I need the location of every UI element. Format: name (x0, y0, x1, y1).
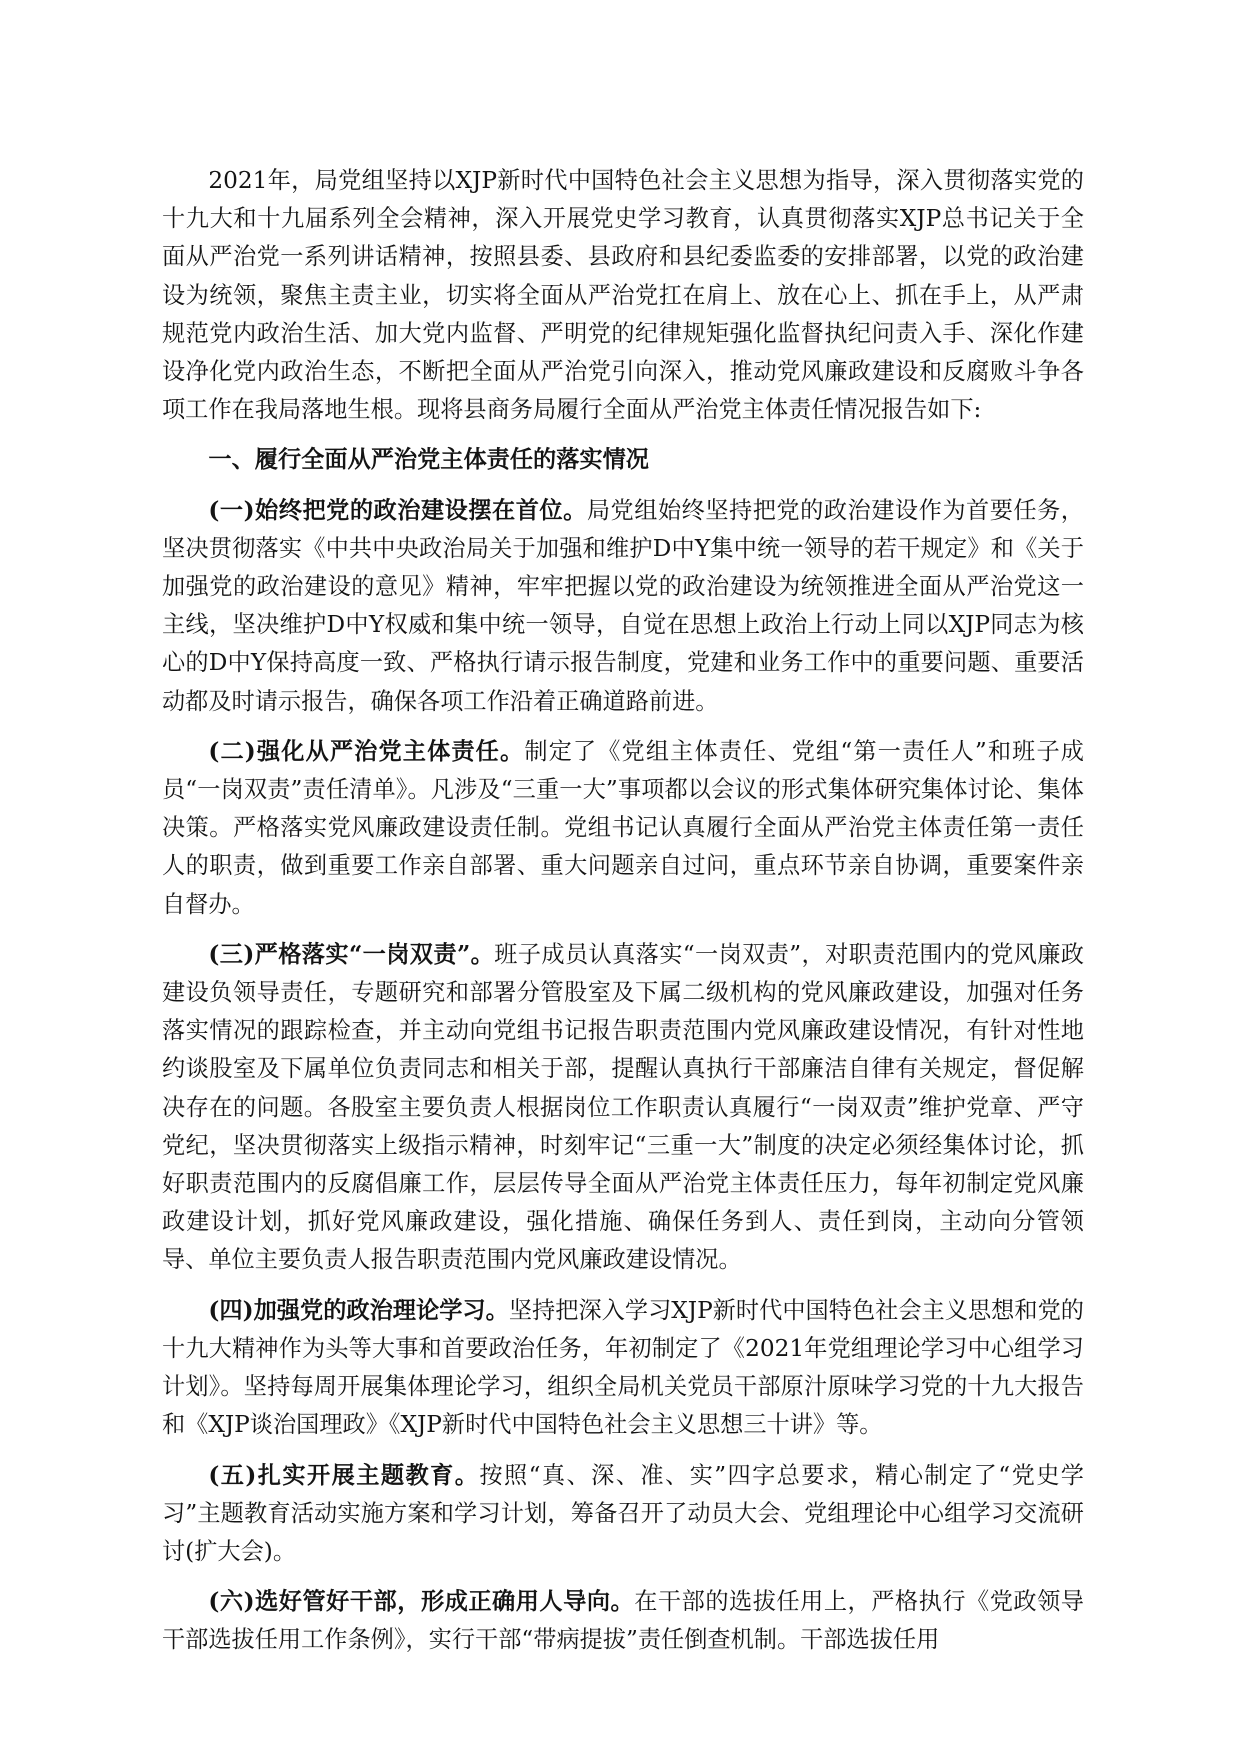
item-body: 按照“真、深、准、实”四字总要求，精心制定了“党史学习”主题教育活动实施方案和学习计划，筹备召开了动员大会、党组理论中心组学习交流研讨(扩大会)。 (162, 1461, 1084, 1565)
item-body: 坚持把深入学习XJP新时代中国特色社会主义思想和党的十九大精神作为头等大事和首要政治任务，年初制定了《2021年党组理论学习中心组学习计划》。坚持每周开展集体理论学习，组织全局机关党员干部原汁原味学习党的十九大报告和《XJP谈治国理政》《XJP新时代中国特色社会主义思想三十讲》等。 (162, 1296, 1084, 1439)
item-lead: (三)严格落实“一岗双责”。 (208, 940, 495, 968)
item-lead: (二)强化从严治党主体责任。 (208, 737, 525, 765)
section-item-2 (162, 733, 1084, 924)
item-body: 制定了《党组主体责任、党组“第一责任人”和班子成员“一岗双责”责任清单》。凡涉及“三重一大”事项都以会议的形式集体研究集体讨论、集体决策。严格落实党风廉政建设责任制。党组书记认真履行全面从严治党主体责任第一责任人的职责，做到重要工作亲自部署、重大问题亲自过问，重点环节亲自协调，重要案件亲自督办。 (162, 737, 1084, 918)
section-item-4 (162, 1292, 1084, 1445)
item-body: 班子成员认真落实“一岗双责”，对职责范围内的党风廉政建设负领导责任，专题研究和部署分管股室及下属二级机构的党风廉政建设，加强对任务落实情况的跟踪检查，并主动向党组书记报告职责范围内党风廉政建设情况，有针对性地约谈股室及下属单位负责同志和相关于部，提醒认真执行干部廉洁自律有关规定，督促解决存在的问题。各股室主要负责人根据岗位工作职责认真履行“一岗双责”维护党章、严守党纪，坚决贯彻落实上级指示精神，时刻牢记“三重一大”制度的决定必须经集体讨论，抓好职责范围内的反腐倡廉工作，层层传导全面从严治党主体责任压力，每年初制定党风廉政建设计划，抓好党风廉政建设，强化措施、确保任务到人、责任到岗，主动向分管领导、单位主要负责人报告职责范围内党风廉政建设情况。 (162, 940, 1084, 1274)
section-item-3 (162, 936, 1084, 1280)
item-lead: (四)加强党的政治理论学习。 (208, 1296, 509, 1324)
item-lead: (一)始终把党的政治建设摆在首位。 (208, 496, 587, 524)
document-body (162, 162, 1084, 1672)
item-lead: (六)选好管好干部，形成正确用人导向。 (208, 1588, 635, 1616)
section-item-1 (162, 492, 1084, 721)
item-body: 局党组始终坚持把党的政治建设作为首要任务，坚决贯彻落实《中共中央政治局关于加强和维护D中Y集中统一领导的若干规定》和《关于加强党的政治建设的意见》精神，牢牢把握以党的政治建设为统领推进全面从严治党这一主线，坚决维护D中Y权威和集中统一领导，自觉在思想上政治上行动上同以XJP同志为核心的D中Y保持高度一致、严格执行请示报告制度，党建和业务工作中的重要问题、重要活动都及时请示报告，确保各项工作沿着正确道路前进。 (162, 496, 1084, 715)
item-lead: (五)扎实开展主题教育。 (208, 1461, 480, 1489)
section-item-5 (162, 1457, 1084, 1572)
intro-paragraph: 2021年，局党组坚持以XJP新时代中国特色社会主义思想为指导，深入贯彻落实党的十九大和十九届系列全会精神，深入开展党史学习教育，认真贯彻落实XJP总书记关于全面从严治党一系列讲话精神，按照县委、县政府和县纪委监委的安排部署，以党的政治建设为统领，聚焦主责主业，切实将全面从严治党扛在肩上、放在心上、抓在手上，从严肃规范党内政治生活、加大党内监督、严明党的纪律规矩强化监督执纪问责入手、深化作建设净化党内政治生态，不断把全面从严治党引向深入，推动党风廉政建设和反腐败斗争各项工作在我局落地生根。现将县商务局履行全面从严治党主体责任情况报告如下: (162, 167, 1084, 424)
section-heading: 一、履行全面从严治党主体责任的落实情况 (208, 446, 649, 474)
section-item-6 (162, 1583, 1084, 1659)
item-body: 在干部的选拔任用上，严格执行《党政领导干部选拔任用工作条例》，实行干部“带病提拔”责任倒查机制。干部选拔任用 (162, 1588, 1084, 1654)
